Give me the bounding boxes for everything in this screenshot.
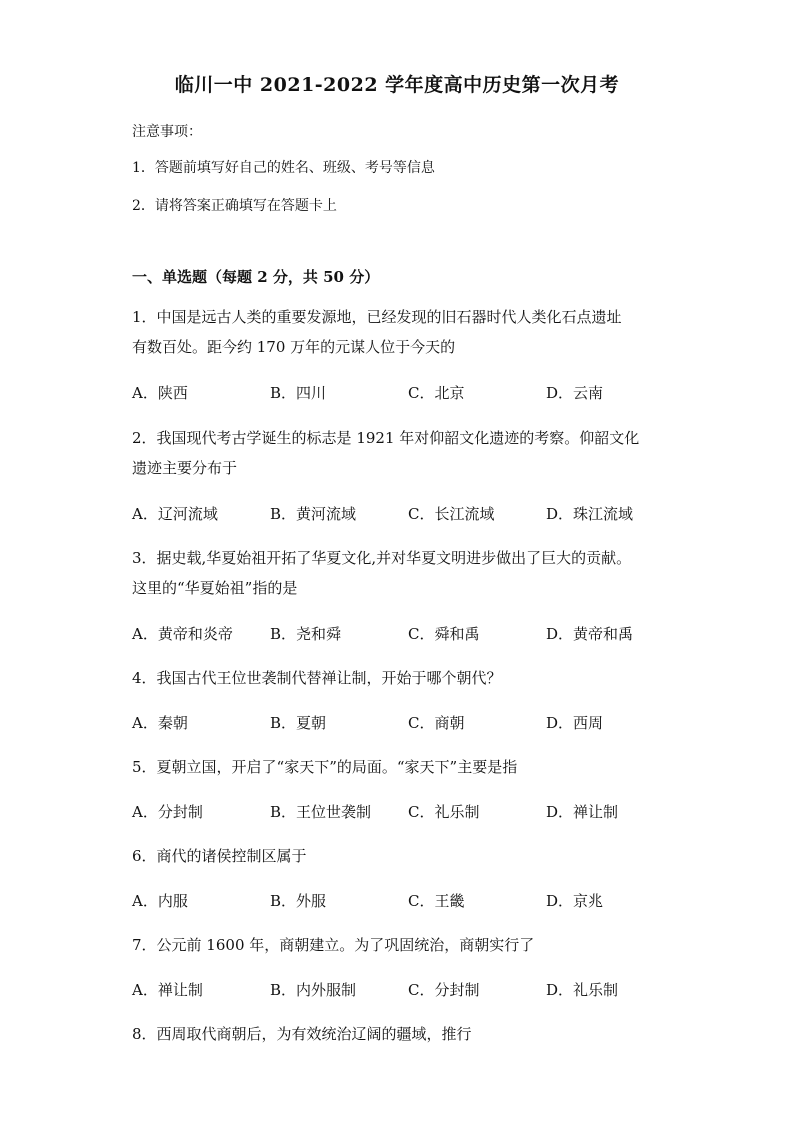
question-6 [132, 841, 672, 871]
option-a[interactable]: A．禅让制 [132, 981, 203, 999]
option-d[interactable]: D．禅让制 [546, 803, 619, 821]
option-a[interactable]: A．陕西 [132, 384, 188, 402]
option-a[interactable]: A．黄帝和炎帝 [132, 625, 233, 643]
options-4 [132, 712, 692, 736]
question-line: 4．我国古代王位世袭制代替禅让制，开始于哪个朝代？ [132, 669, 502, 687]
question-line: 2．我国现代考古学诞生的标志是 1921 年对仰韶文化遗迹的考察。仰韶文化 [132, 429, 640, 447]
option-c[interactable]: C．舜和禹 [408, 625, 480, 643]
options-2 [132, 503, 692, 527]
question-4 [132, 663, 672, 693]
page-title: 临川一中 2021-2022 学年度高中历史第一次月考 [174, 74, 620, 96]
question-line: 3．据史载,华夏始祖开拓了华夏文化,并对华夏文明进步做出了巨大的贡献。 [132, 549, 632, 567]
option-c[interactable]: C．礼乐制 [408, 803, 480, 821]
option-d[interactable]: D．黄帝和禹 [546, 625, 634, 643]
option-c[interactable]: C．分封制 [408, 981, 480, 999]
option-a[interactable]: A．分封制 [132, 803, 203, 821]
notice-header: 注意事项： [132, 124, 202, 140]
question-8 [132, 1019, 672, 1049]
question-1 [132, 302, 672, 362]
option-b[interactable]: B．夏朝 [270, 714, 327, 732]
option-d[interactable]: D．云南 [546, 384, 604, 402]
option-c[interactable]: C．王畿 [408, 892, 465, 910]
option-b[interactable]: B．王位世袭制 [270, 803, 372, 821]
options-5 [132, 801, 692, 825]
question-line: 这里的“华夏始祖”指的是 [132, 579, 298, 597]
question-3 [132, 543, 672, 603]
notice-item-1: 1．答题前填写好自己的姓名、班级、考号等信息 [132, 160, 435, 176]
notice-item-2: 2．请将答案正确填写在答题卡上 [132, 198, 337, 214]
options-1 [132, 382, 692, 406]
options-7 [132, 979, 692, 1003]
option-c[interactable]: C．北京 [408, 384, 465, 402]
option-b[interactable]: B．外服 [270, 892, 327, 910]
option-b[interactable]: B．内外服制 [270, 981, 357, 999]
question-2 [132, 423, 672, 483]
question-line: 1．中国是远古人类的重要发源地，已经发现的旧石器时代人类化石点遗址 [132, 308, 622, 326]
option-c[interactable]: C．长江流域 [408, 505, 495, 523]
question-line: 6．商代的诸侯控制区属于 [132, 847, 307, 865]
option-a[interactable]: A．辽河流域 [132, 505, 218, 523]
option-d[interactable]: D．京兆 [546, 892, 604, 910]
option-a[interactable]: A．秦朝 [132, 714, 188, 732]
option-d[interactable]: D．珠江流域 [546, 505, 634, 523]
options-6 [132, 890, 692, 914]
option-a[interactable]: A．内服 [132, 892, 188, 910]
option-b[interactable]: B．四川 [270, 384, 327, 402]
question-line: 有数百处。距今约 170 万年的元谋人位于今天的 [132, 338, 456, 356]
option-d[interactable]: D．礼乐制 [546, 981, 619, 999]
question-line: 8．西周取代商朝后，为有效统治辽阔的疆域，推行 [132, 1025, 472, 1043]
question-line: 遗迹主要分布于 [132, 459, 238, 477]
option-b[interactable]: B．尧和舜 [270, 625, 342, 643]
option-b[interactable]: B．黄河流域 [270, 505, 357, 523]
option-c[interactable]: C．商朝 [408, 714, 465, 732]
question-5 [132, 752, 672, 782]
question-line: 7．公元前 1600 年，商朝建立。为了巩固统治，商朝实行了 [132, 936, 535, 954]
options-3 [132, 623, 692, 647]
section-heading: 一、单选题（每题 2 分，共 50 分） [132, 268, 380, 286]
question-line: 5．夏朝立国，开启了“家天下”的局面。“家天下”主要是指 [132, 758, 518, 776]
question-7 [132, 930, 672, 960]
option-d[interactable]: D．西周 [546, 714, 604, 732]
